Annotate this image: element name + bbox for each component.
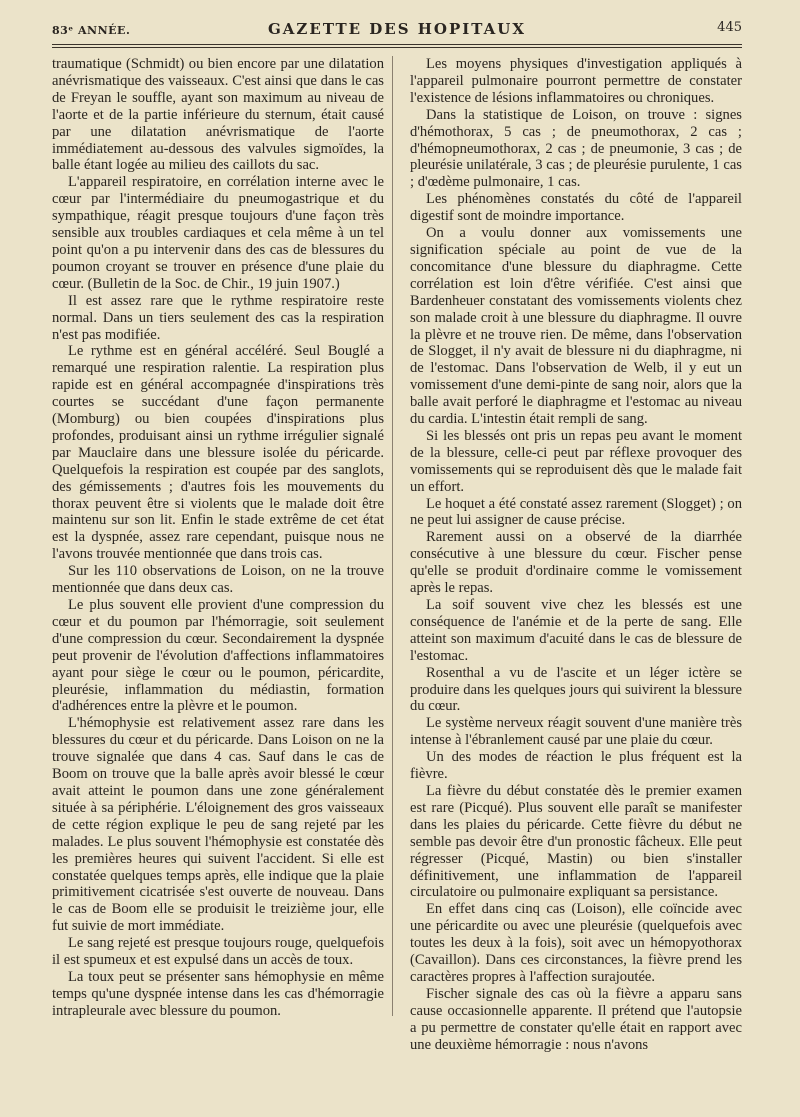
paragraph: La toux peut se présenter sans hémophysie en même temps qu'une dyspnée intense dans les cas d'hémorragie intrapleurale avec blessure du poumon. [52,968,384,1019]
paragraph: La fièvre du début constatée dès le premier examen est rare (Picqué). Plus souvent elle paraît se manifester dans les plaies du péricarde. Cette fièvre du début ne semble pas devoir être d'un pronostic fâcheux. Elle peut régresser (Picqué, Mastin) ou bien s'installer définitivement, une inflammation de l'appareil circulatoire ou pulmonaire expliquant sa persistance. [410,782,742,901]
paragraph: Fischer signale des cas où la fièvre a apparu sans cause occasionnelle apparente. Il prétend que l'autopsie a pu permettre de constater qu'elle était en rapport avec une deuxième hémorragie : nous n'avons [410,985,742,1053]
paragraph: Un des modes de réaction le plus fréquent est la fièvre. [410,749,742,783]
paragraph: Les moyens physiques d'investigation appliqués à l'appareil pulmonaire pourront permettre de constater l'existence de lésions inflammatoires ou chroniques. [410,56,742,106]
page-header [52,18,742,40]
paragraph: Le sang rejeté est presque toujours rouge, quelquefois il est spumeux et est expulsé dans un accès de toux. [52,935,384,969]
paragraph: Rosenthal a vu de l'ascite et un léger ictère se produire dans les quelques jours qui suivirent la blessure du cœur. [410,664,742,715]
paragraph: On a voulu donner aux vomissements une signification spéciale au point de vue de la concomitance d'une blessure du diaphragme. Cette corrélation est loin d'être vérifiée. C'est ainsi que Bardenheuer constatant des vomissements violents chez son malade croit à une blessure du diaphragme. Il ouvre la plèvre et ne trouve rien. De même, dans l'observation de Slogget, il n'y avait de blessure ni du diaphragme, ni de l'estomac. Dans l'observation de Welb, il y eut un vomissement d'une demi-pinte de sang noir, alors que la balle avait perforé le diaphragme et l'estomac au niveau du cardia. L'intestin était rempli de sang. [410,225,742,428]
journal-title: GAZETTE DES HOPITAUX [267,20,526,38]
paragraph: Le système nerveux réagit souvent d'une manière très intense à l'ébranlement causé par une plaie du cœur. [410,715,742,749]
paragraph: Le hoquet a été constaté assez rarement (Slogget) ; on ne peut lui assigner de cause précise. [410,495,742,529]
header-rule [52,44,742,45]
paragraph: Le plus souvent elle provient d'une compression du cœur et du poumon par l'hémorragie, soit seulement d'une compression du cœur. Secondairement la dyspnée peut provenir de l'évolution d'affections inflammatoires ayant pour siège le cœur ou le poumon, péricardite, pleurésie, inflammation du médiastin, formation d'adhérences entre la plèvre et le poumon. [52,597,384,715]
column-divider [392,56,393,1016]
paragraph: Si les blessés ont pris un repas peu avant le moment de la blessure, celle-ci peut par réflexe provoquer des vomissements qui se reproduisent dès que le malade fait un effort. [410,427,742,495]
paragraph: Dans la statistique de Loison, on trouve : signes d'hémothorax, 5 cas ; de pneumothorax, 2 cas ; d'hémopneumothorax, 2 cas ; de pneumonie, 3 cas ; de pleurésie unilatérale, 3 cas ; de pleurésie purulente, 1 cas ; d'œdème pulmonaire, 1 cas. [410,106,742,191]
paragraph: Sur les 110 observations de Loison, on ne la trouve mentionnée que dans deux cas. [52,563,384,597]
header-rule-2 [52,47,742,48]
paragraph: L'appareil respiratoire, en corrélation interne avec le cœur par l'intermédiaire du pneumogastrique et du sympathique, réagit presque toujours d'une façon très sensible aux troubles cardiaques et cela même à un tel point qu'on a pu intervenir dans des cas de blessures du poumon croyant se trouver en présence d'une plaie du cœur. (Bulletin de la Soc. de Chir., 19 juin 1907.) [52,174,384,292]
paragraph: L'hémophysie est relativement assez rare dans les blessures du cœur et du péricarde. Dans Loison on ne la trouve signalée que dans 4 cas. Sauf dans le cas de Boom on trouve que la balle après avoir blessé le cœur avait atteint le poumon dans une zone généralement située à sa périphérie. L'éloignement des gros vaisseaux de cette région explique le peu de sang rejeté par les malades. Le plus souvent l'hémophysie est constatée dès les premières heures qui suivent l'accident. Si elle est constatée quelques temps après, elle indique que la plaie primitivement cicatrisée s'est ouverte de nouveau. Dans le cas de Boom elle se produisit le treizième jour, elle fut suivie de mort immédiate. [52,715,384,935]
paragraph: traumatique (Schmidt) ou bien encore par une dilatation anévrismatique des vaisseaux. C'est ainsi que dans le cas de Freyan le souffle, ayant son maximum au niveau de l'aorte et de la partie inférieure du sternum, était causé par une dilatation anévrismatique de l'aorte immédiatement au-dessous des valvules sigmoïdes, la balle étant logée au milieu des caillots du sac. [52,56,384,174]
paragraph: Les phénomènes constatés du côté de l'appareil digestif sont de moindre importance. [410,191,742,225]
right-column [410,56,742,1053]
paragraph: Il est assez rare que le rythme respiratoire reste normal. Dans un tiers seulement des cas la respiration n'est pas modifiée. [52,292,384,343]
volume-label: 83ᵉ ANNÉE. [52,24,131,37]
page-number: 445 [717,20,742,35]
paragraph: La soif souvent vive chez les blessés est une conséquence de l'anémie et de la perte de sang. Elle atteint son maximum d'acuité dans le cas de blessure de l'estomac. [410,597,742,664]
paragraph: En effet dans cinq cas (Loison), elle coïncide avec une péricardite ou avec une pleurésie (quelquefois avec toutes les deux à la fois), soit avec un hémopyothorax (Cavaillon). Dans ces circonstances, la fièvre prend les caractères propres à l'affection surajoutée. [410,901,742,985]
paragraph: Le rythme est en général accéléré. Seul Bouglé a remarqué une respiration ralentie. La respiration plus rapide est en général accompagnée d'inspirations très courtes se succédant d'une façon permanente (Momburg) ou bien coupées d'inspirations plus profondes, produisant ainsi un rythme irrégulier signalé par Mauclaire dans une blessure isolée du péricarde. Quelquefois la respiration est coupée par des sanglots, des gémissements ; d'autres fois les mouvements du thorax peuvent être si violents que le malade doit être maintenu sur son lit. Enfin le stade extrême de cet état est la dyspnée, assez rare cependant, puisque nous ne l'avons trouvée mentionnée que dans trois cas. [52,343,384,563]
left-column [52,56,384,1020]
paragraph: Rarement aussi on a observé de la diarrhée consécutive à une blessure du cœur. Fischer pense qu'elle se produit d'ordinaire comme le vomissement après le repas. [410,529,742,597]
